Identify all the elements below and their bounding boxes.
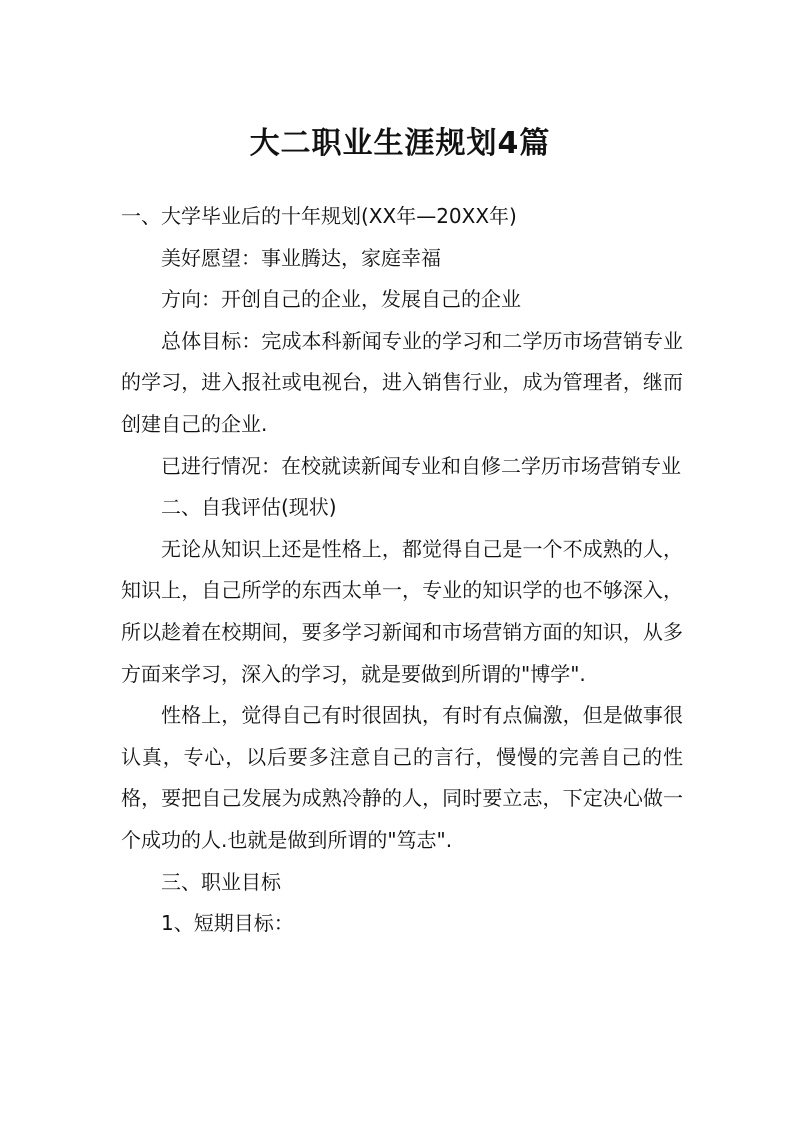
paragraph-overall-goal: 总体目标：完成本科新闻专业的学习和二学历市场营销专业的学习，进入报社或电视台，进入销售行业，成为管理者，继而创建自己的企业. bbox=[121, 328, 683, 436]
subheading-short-term-goal: 1、短期目标： bbox=[161, 911, 294, 936]
paragraph-wish: 美好愿望：事业腾达，家庭幸福 bbox=[161, 245, 441, 270]
paragraph-personality: 性格上，觉得自己有时很固执，有时有点偏激，但是做事很认真，专心，以后要多注意自己的言行，慢慢的完善自己的性格，要把自己发展为成熟冷静的人，同时要立志，下定决心做一个成功的人.也就是做到所谓的"笃志". bbox=[121, 703, 683, 852]
paragraph-direction: 方向：开创自己的企业，发展自己的企业 bbox=[161, 287, 521, 312]
paragraph-knowledge: 无论从知识上还是性格上，都觉得自己是一个不成熟的人，知识上，自己所学的东西太单一，专业的知识学的也不够深入，所以趁着在校期间，要多学习新闻和市场营销方面的知识，从多方面来学习，深入的学习，就是要做到所谓的"博学". bbox=[121, 536, 683, 686]
document-body bbox=[121, 196, 683, 945]
section-heading-career-goal: 三、职业目标 bbox=[161, 869, 281, 894]
paragraph-progress: 已进行情况：在校就读新闻专业和自修二学历市场营销专业 bbox=[161, 453, 681, 478]
section-heading-self-assessment: 二、自我评估(现状) bbox=[161, 495, 337, 520]
section-heading-ten-year-plan: 一、大学毕业后的十年规划(XX年—20XX年) bbox=[121, 204, 517, 228]
document-title: 大二职业生涯规划4篇 bbox=[249, 126, 551, 161]
